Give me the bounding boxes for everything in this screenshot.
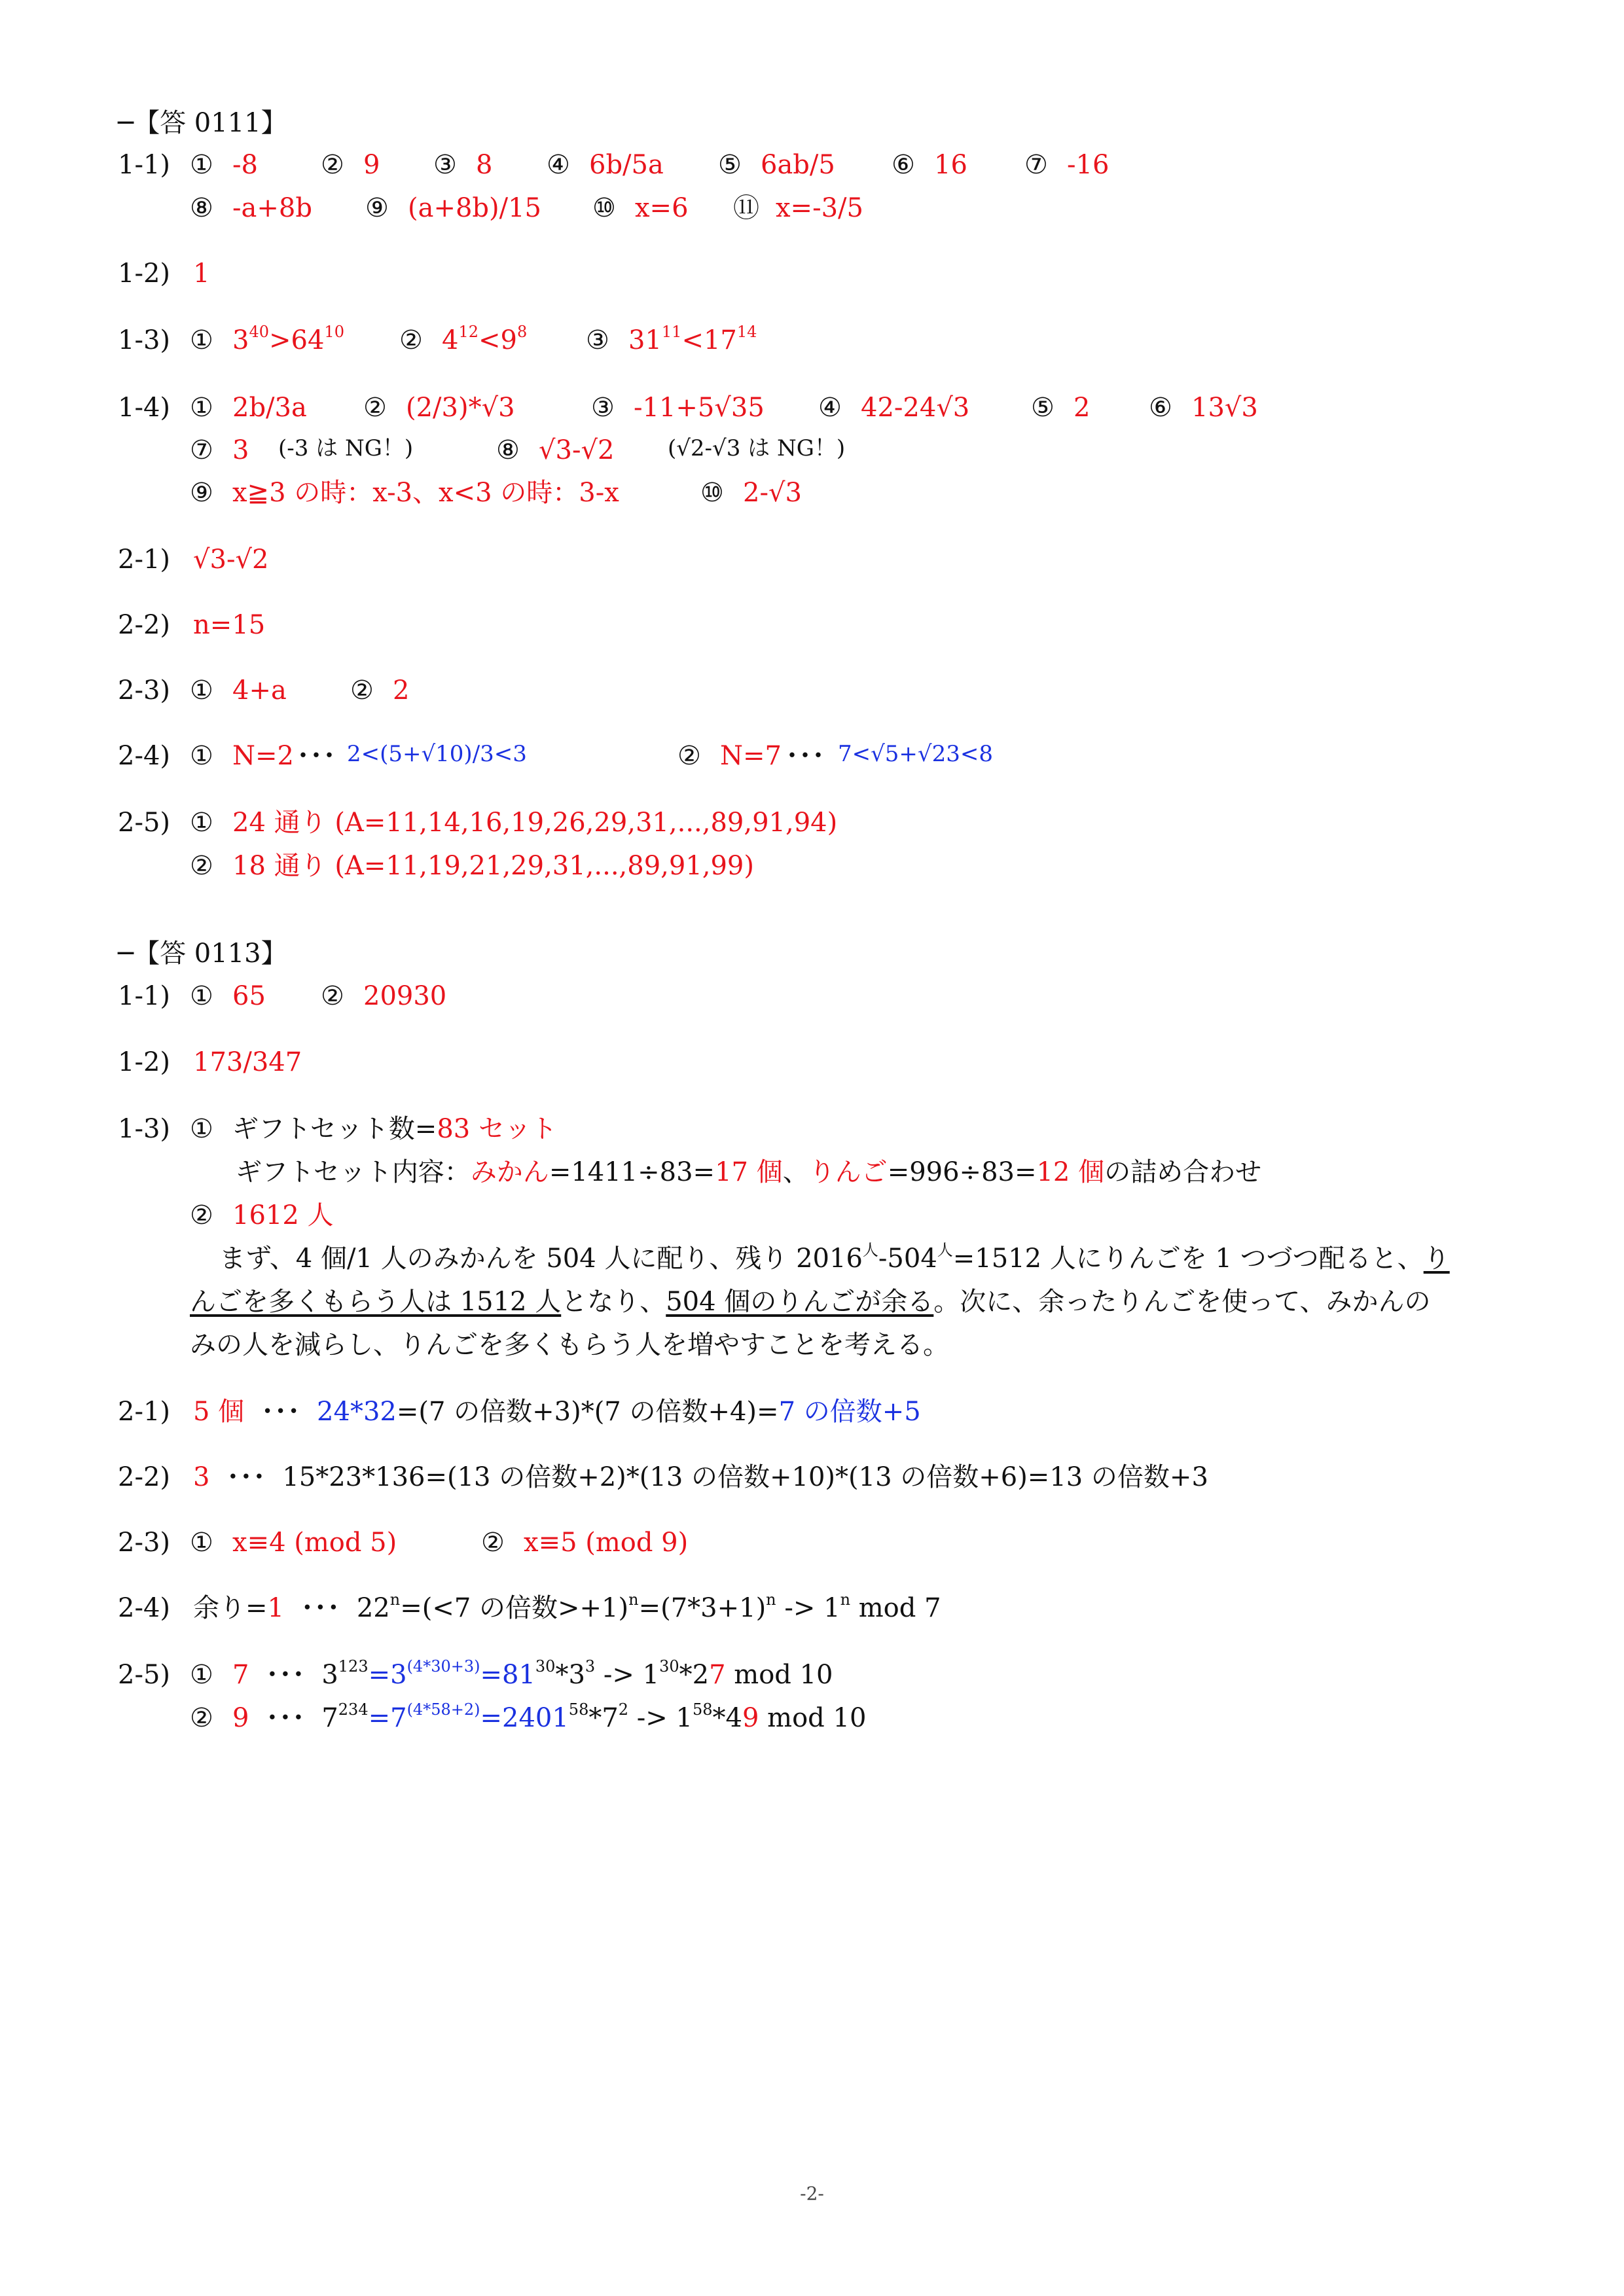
answer: √3-√2 [193, 545, 269, 575]
answer: (a+8b)/15 [408, 193, 542, 223]
answer: 24 通り (A=11,14,16,19,26,29,31,...,89,91,94) [232, 808, 838, 838]
s2-q-2-2: 2-2) 3 ･･･ 15*23*136=(13 の倍数+2)*(13 の倍数+10)*(13 の倍数+6)=13 の倍数+3 [118, 1462, 1208, 1492]
answer: 6ab/5 [761, 150, 835, 180]
answer: -11+5√35 [634, 393, 765, 423]
answer: x=-3/5 [776, 193, 863, 223]
q-1-2: 1-2) 1 [118, 259, 210, 289]
q-1-4-row1: 1-4) ① 2b/3a ② (2/3)*√3 ③ -11+5√35 ④ 42-24√3 ⑤ 2 ⑥ 13√3 [118, 393, 1258, 423]
section-heading-0111: ─【答 0111】 [118, 108, 287, 138]
q-2-3: 2-3) ① 4+a ② 2 [118, 675, 410, 706]
answer: N=7 [720, 741, 782, 771]
s2-q-2-1: 2-1) 5 個 ･･･ 24*32=(7 の倍数+3)*(7 の倍数+4)=7 の倍数+5 [118, 1397, 921, 1427]
answer: 13√3 [1191, 393, 1258, 423]
answer: $31^{11}<17^{14}$ [628, 323, 757, 355]
s2-q-1-3-row3: ② 1612 人 [190, 1200, 334, 1230]
answer: n=15 [193, 610, 266, 640]
answer: 9 [363, 150, 380, 180]
answer: 2 [393, 675, 410, 706]
answer: x≡4 (mod 5) [232, 1528, 397, 1558]
q-2-1: 2-1) √3-√2 [118, 545, 269, 575]
explanation-para-line2: んごを多くもらう人は 1512 人となり、504 個のりんごが余る。次に、余ったりんごを使って、みかんの [190, 1287, 1431, 1317]
answer: 2-√3 [743, 478, 802, 508]
note: (-3 は NG！) [278, 435, 414, 461]
answer: -16 [1067, 150, 1110, 180]
s2-q-1-2: 1-2) 173/347 [118, 1047, 302, 1077]
q-1-4-row2: ⑦ 3 (-3 は NG！) ⑧ √3-√2 (√2-√3 は NG！) [190, 435, 846, 465]
answer: 42-24√3 [861, 393, 970, 423]
q-2-5-row1: 2-5) ① 24 通り (A=11,14,16,19,26,29,31,...,89,91,94) [118, 808, 838, 838]
answer: 2 [1074, 393, 1091, 423]
q-1-1-row2: ⑧ -a+8b ⑨ (a+8b)/15 ⑩ x=6 ⑪ x=-3/5 [190, 193, 863, 223]
answer: √3-√2 [539, 435, 615, 465]
s2-q-2-5-row1: 2-5) ① 7 ･･･ $3^{123}=3^{(4*30+3)}=81^{30}*3^3 -> 1^{30}*27$ mod 10 [118, 1657, 833, 1690]
answer: -8 [232, 150, 258, 180]
q-2-5-row2: ② 18 通り (A=11,19,21,29,31,...,89,91,99) [190, 851, 754, 881]
answer: 1612 人 [232, 1200, 334, 1230]
section-heading-0113: ─【答 0113】 [118, 939, 287, 969]
explanation-para-line3: みの人を減らし、りんごを多くもらう人を増やすことを考える。 [190, 1330, 949, 1360]
answer: 20930 [363, 981, 447, 1011]
answer: 18 通り (A=11,19,21,29,31,...,89,91,99) [232, 851, 754, 881]
explanation: 2<(5+√10)/3<3 [347, 741, 527, 767]
q-1-1-row1: 1-1) ① -8 ② 9 ③ 8 ④ 6b/5a ⑤ 6ab/5 ⑥ 16 ⑦ -16 [118, 150, 1110, 180]
answer: 4+a [232, 675, 287, 706]
s2-q-2-4: 2-4) 余り=1 ･･･ $22^n=(<7$ の倍数$>+1)^n=(7*3+1)^n -> 1^n$ mod 7 [118, 1590, 941, 1623]
answer: x≧3 の時：x-3、x<3 の時：3-x [232, 478, 619, 508]
s2-q-1-3-row1: 1-3) ① ギフトセット数=83 セット [118, 1114, 557, 1144]
answer: 5 個 [193, 1397, 245, 1427]
answer: 6b/5a [589, 150, 664, 180]
s2-q-2-5-row2: ② 9 ･･･ $7^{234}=7^{(4*58+2)}=2401^{58}*7^2 -> 1^{58}*49$ mod 10 [190, 1700, 867, 1733]
answer: x≡5 (mod 9) [524, 1528, 689, 1558]
explanation: 7<√5+√23<8 [838, 741, 993, 767]
note: (√2-√3 は NG！) [668, 435, 846, 461]
q-1-3: 1-3) ① $3^{40}>64^{10}$ ② $4^{12}<9^8$ ③ $31^{11}<17^{14}$ [118, 323, 757, 355]
answer: x=6 [635, 193, 689, 223]
answer: $4^{12}<9^8$ [442, 323, 528, 355]
answer: 65 [232, 981, 266, 1011]
answer: 83 セット [437, 1114, 557, 1144]
answer: -a+8b [232, 193, 312, 223]
answer: 3 [232, 435, 249, 465]
answer: $3^{40}>64^{10}$ [232, 323, 344, 355]
page-number: -2- [800, 2183, 824, 2204]
s2-q-2-3: 2-3) ① x≡4 (mod 5) ② x≡5 (mod 9) [118, 1528, 689, 1558]
answer: 1 [267, 1593, 284, 1623]
s2-q-1-1: 1-1) ① 65 ② 20930 [118, 981, 447, 1011]
q-1-4-row3: ⑨ x≧3 の時：x-3、x<3 の時：3-x ⑩ 2-√3 [190, 478, 802, 508]
answer: 8 [476, 150, 493, 180]
q-2-2: 2-2) n=15 [118, 610, 266, 640]
answer: 2b/3a [232, 393, 307, 423]
answer: (2/3)*√3 [406, 393, 515, 423]
answer: 9 [232, 1703, 249, 1733]
answer: 16 [934, 150, 967, 180]
s2-q-1-3-row2: ギフトセット内容：みかん=1411÷83=17 個、りんご=996÷83=12 個の詰め合わせ [236, 1157, 1262, 1187]
answer: 3 [193, 1462, 210, 1492]
answer: 1 [193, 259, 210, 289]
q-2-4: 2-4) ① N=2 ･･･ 2<(5+√10)/3<3 ② N=7 ･･･ 7<√5+√23<8 [118, 741, 993, 771]
explanation-para-line1: まず、4 個/1 人のみかんを 504 人に配り、残り $2016^人-504^人=1512$ 人にりんごを 1 つづつ配ると、り [219, 1241, 1450, 1274]
answer: 173/347 [193, 1047, 302, 1077]
answer: N=2 [232, 741, 294, 771]
answer: 7 [232, 1660, 249, 1690]
